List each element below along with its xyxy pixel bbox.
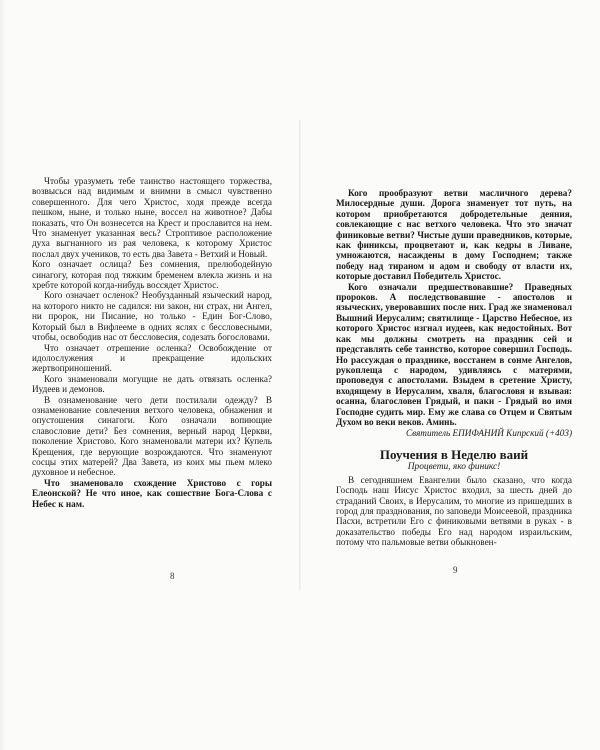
left-page-text (32, 176, 272, 509)
left-paragraph-6: В ознаменование чего дети постилали одежду? В ознаменование совлечения ветхого человека, обнажения и опустошения синагоги. Кого означали вопиющие славословие дети? Без сомнения, верный народ Церкви, поколение Христово. Кого знаменовали матери их? Купель Крещения, где верующие возрождаются. Что знаменуют сосцы этих матерей? Два Завета, из коих мы пьем млеко духовное и небесное. (32, 394, 272, 478)
left-paragraph-4: Что означает отрешение осленка? Освобождение от идолослужения и прекращение идольских жертвоприношений. (32, 342, 272, 374)
left-paragraph-3: Кого означает осленок? Необузданный языческий народ, на которого никто не садился: ни закон, ни страх, ни Ангел, ни пророк, ни Писание, но только - Един Бог-Слово, Который был в Вифлееме в одних яслях с бессловесными, чтобы, освободив нас от бессловесия, содезать богословами. (32, 290, 272, 343)
signature (336, 428, 572, 438)
section-title: Поучения в Неделю ваий (379, 446, 529, 462)
right-paragraph-2: Кого означали предшествовавшие? Праведных пророков. А последствовавшие - апостолов и языческих, уверовавших после них. Град же знаменовал Вышний Иерусалим; святилище - Царство Небесное, из которого Христос изгнал иудеев, как недостойных. Вот как мы должны смотреть на праздник сей и представлять себе таинство, которое совершил Господь. Но рассуждая о празднике, восстанем в сонме Ангелов, рукоплеща с народом, удивляясь с матерями, проповедуя с апостолами. Взыдем в сретение Христу, входящему в Иерусалим, хваля, благословя и взывая: осанна, благословен Грядый, и паки - Грядый во имя Господне судить мир. Ему же слава со Отцем и Святым Духом во веки веков. Аминь. (336, 281, 572, 427)
left-paragraph-2: Кого означает ослица? Без сомнения, прелюбодейную синагогу, которая под тяжким бременем влекла жизнь и на хребте которой когда-нибудь воссядет Христос. (32, 259, 272, 291)
left-paragraph-7: Что знаменовало схождение Христово с горы Елеонской? Не что иное, как сошествие Бога-Слова с Небес к нам. (32, 477, 272, 509)
left-paragraph-1: Чтобы уразуметь тебе таинство настоящего торжества, возвысься над видимым и внимни в смысл чувственно совершенного. Для чего Христос, ходя прежде всегда пешком, ныне, и только ныне, воссел на животное? Дабы показать, что Он вознесется на Крест и прославится на нем. Что знаменует указанная весь? Строптивое расположение духа выгнанного из рая человека, к которому Христос послал двух учеников, то есть два Завета - Ветхий и Новый. (32, 176, 272, 259)
section-paragraph: В сегодняшнем Евангелии было сказано, что когда Господь наш Иисус Христос входил, за шесть дней до страданий Своих, в Иерусалим, то многие из пришедших в город для празднования, по заповеди Моисеевой, праздника Пасхи, встретили Его с финиковыми ветвями в руках - в доказательство победы Его над народом израильским, потому что пальмовые ветви обыкновен- (336, 474, 572, 548)
left-page-number: 8 (170, 571, 175, 581)
right-page (300, 0, 600, 750)
signature-name: ЕПИФАНИЙ (452, 428, 504, 439)
right-page-number: 9 (453, 565, 458, 575)
signature-prefix: Святитель (406, 428, 451, 439)
right-paragraph-1: Кого прообразуют ветви масличного дерева? Милосердные души. Дорога знаменует тот путь, на котором приобретаются добродетельные деяния, совлекающие с нас ветхого человека. Что это значат финиковые ветви? Чистые души праведников, которые, как финиксы, процветают и, как кедры в Ливане, умножаются, насаждены в дому Господнем; также победу над тираном и адом и свободу от власти их, которые доставил Победитель Христос. (336, 188, 572, 282)
signature-suffix: Кипрский (+403) (506, 428, 572, 439)
left-paragraph-5: Кого знаменовали могущие не дать отвязать осленка? Иудеев и демонов. (32, 373, 272, 395)
right-page-text (336, 188, 572, 548)
section-subtitle: Процвети, яко финикс! (407, 461, 501, 472)
